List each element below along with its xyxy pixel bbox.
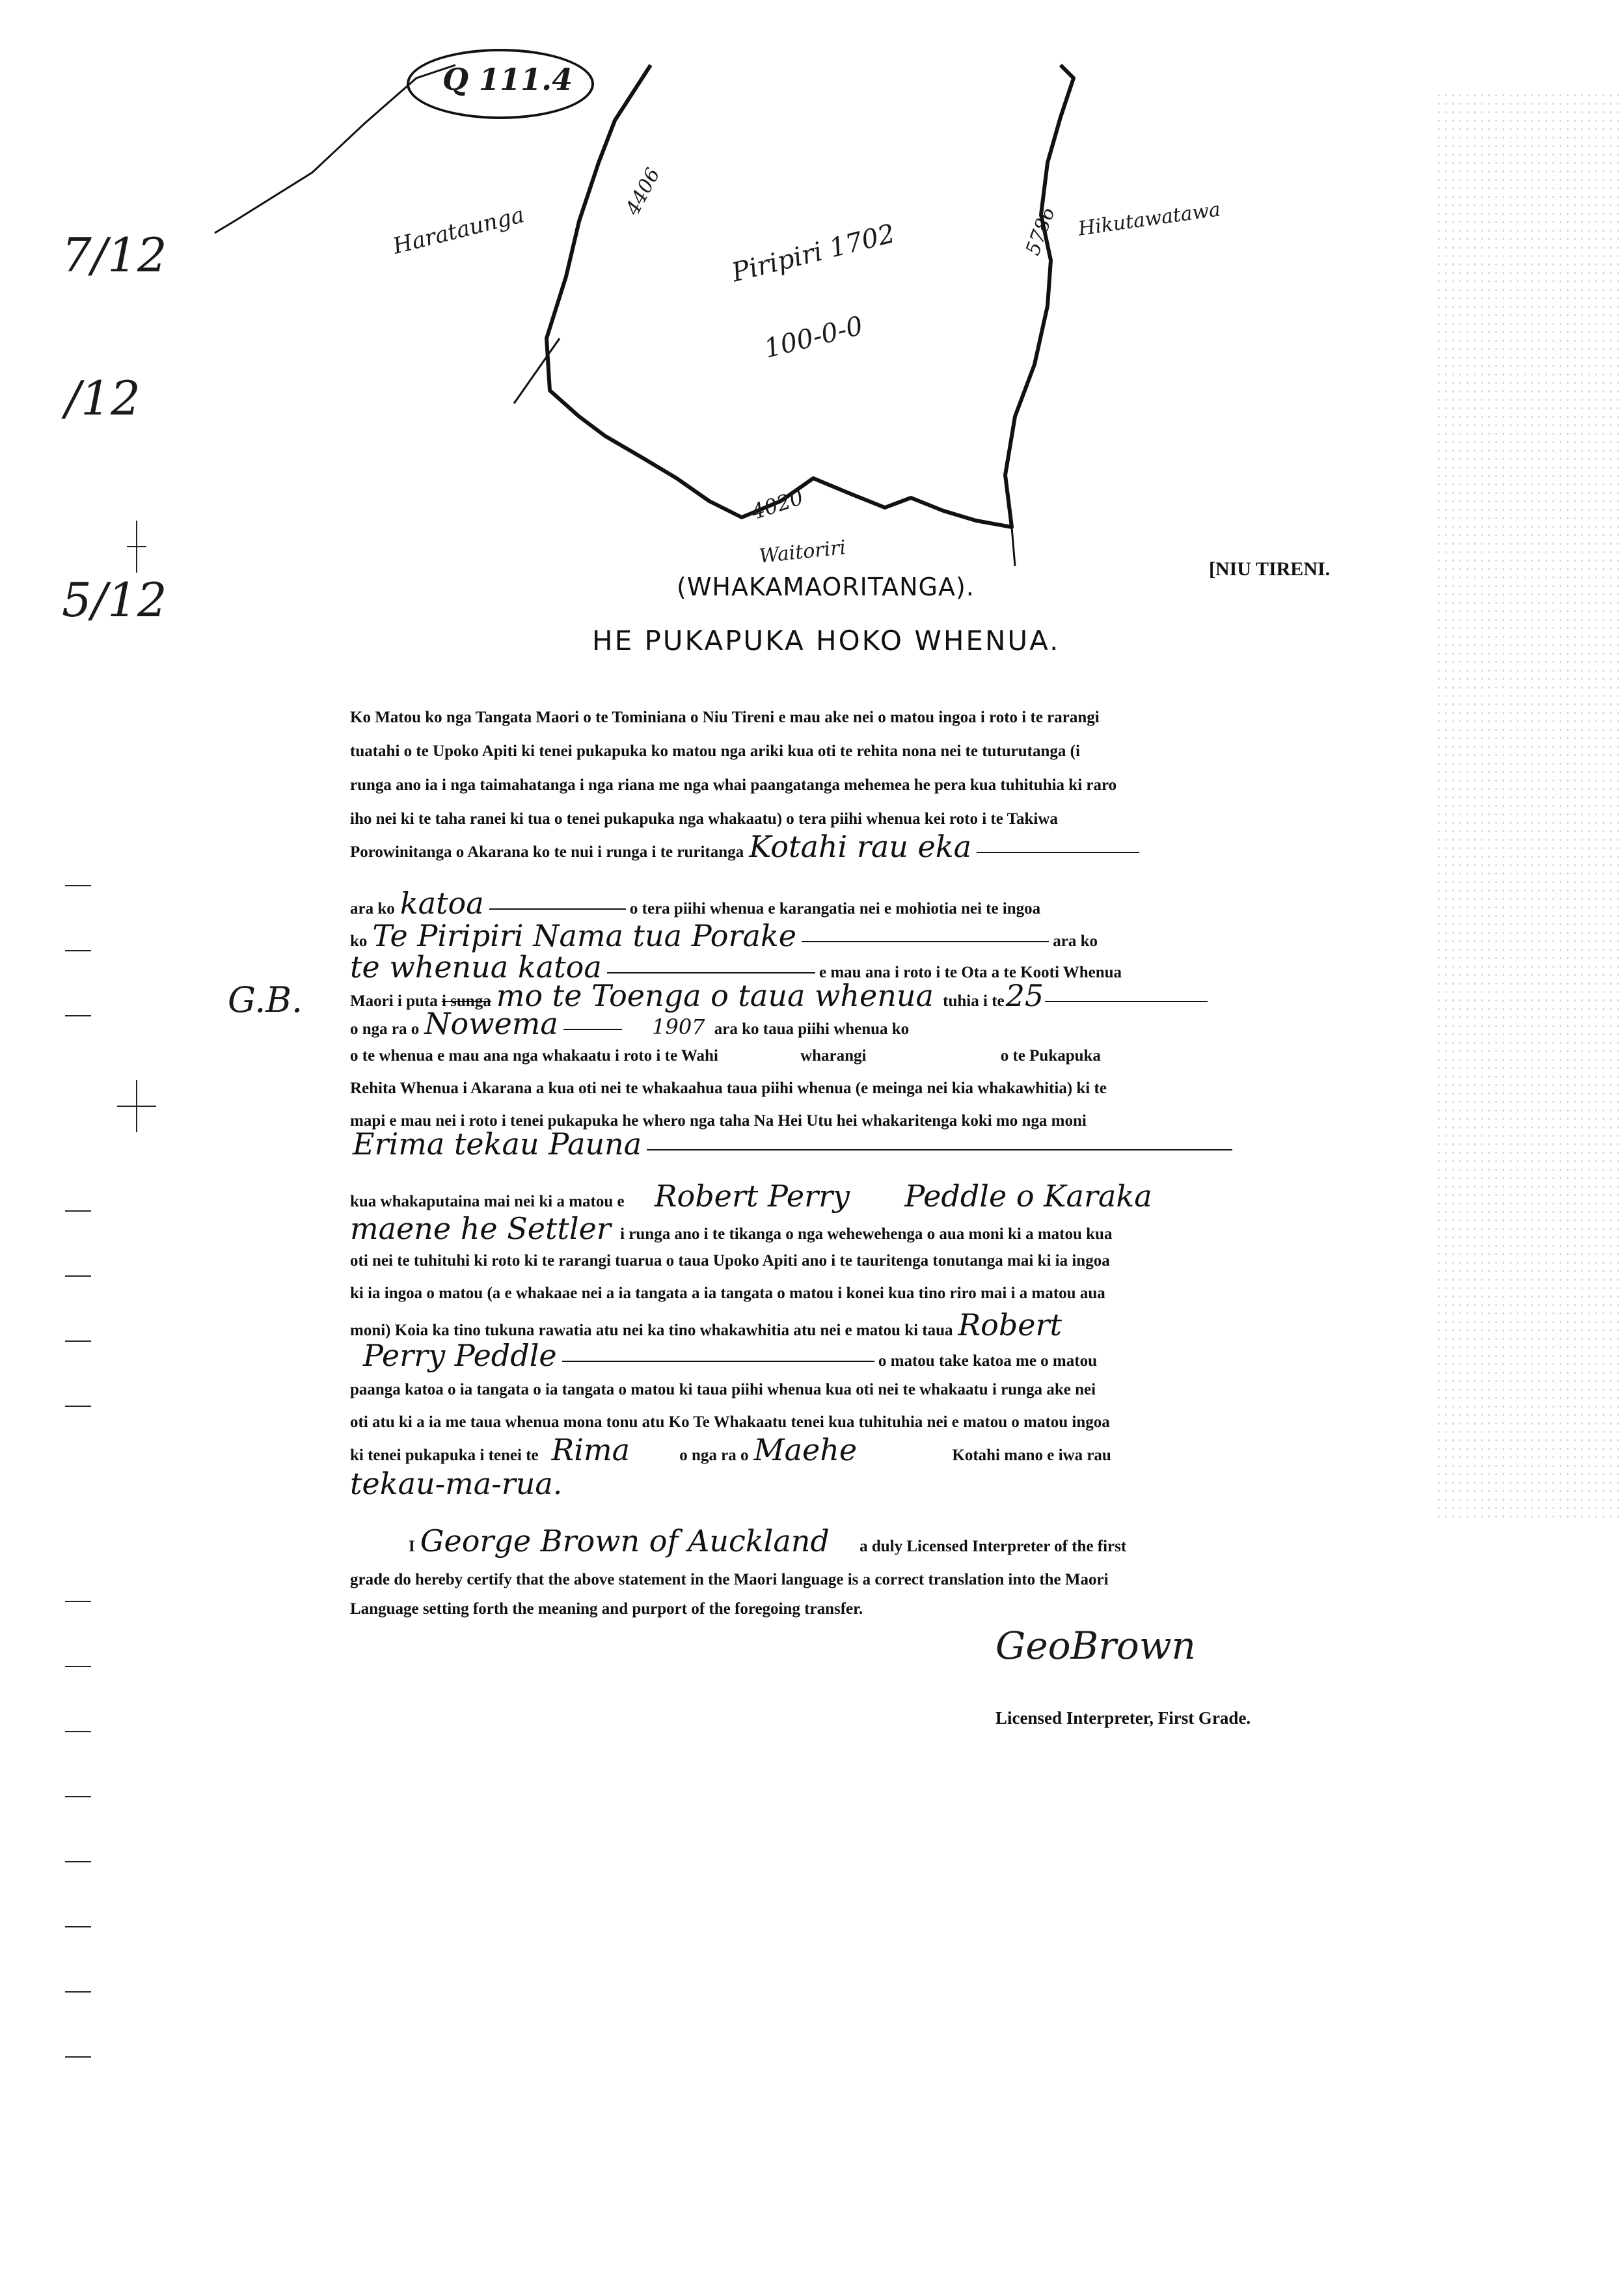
fill-rule: [489, 908, 626, 910]
body-line: Ko Matou ko nga Tangata Maori o te Tominiana o Niu Tireni e mau ake nei o matou ingoa i roto i te rarangi: [350, 709, 1100, 726]
body-text: tuhia i te: [943, 992, 1005, 1010]
fill-rule: [607, 972, 815, 973]
margin-tick: [65, 1601, 91, 1602]
margin-tick: [65, 1666, 91, 1667]
hand-portion: katoa: [399, 886, 484, 921]
cert-line: [350, 1523, 1352, 1558]
body-text: Porowinitanga o Akarana ko te nui i runga i te ruritanga: [350, 843, 744, 861]
hand-buyer: Robert Perry: [654, 1178, 850, 1214]
neighbor-label-bottom: Waitoriri: [758, 536, 847, 568]
fill-rule: [563, 1029, 622, 1030]
body-line: iho nei ki te taha ranei ki tua o tenei pukapuka nga whakaatu) o tera piihi whenua kei roto i te Takiwa: [350, 810, 1058, 828]
body-line: [350, 1178, 1352, 1214]
cert-line: grade do hereby certify that the above statement in the Maori language is a correct translation into the Maori: [350, 1571, 1109, 1588]
hand-sign-month: Maehe: [753, 1432, 858, 1467]
body-text: o nga ra o: [679, 1447, 749, 1464]
margin-tick: [65, 1991, 91, 1993]
margin-tick: [65, 1275, 91, 1277]
body-line: oti nei te tuhituhi ki roto ki te rarangi tuarua o taua Upoko Apiti ano i te tauritenga tonutanga mai ki ia ingoa: [350, 1252, 1110, 1270]
line-label: 4406: [621, 164, 665, 219]
body-text: kua whakaputaina mai nei ki a matou e: [350, 1193, 625, 1210]
boundary-line-lower: [1012, 527, 1015, 566]
margin-tick: [65, 950, 91, 951]
parcel-name: Piripiri 1702: [729, 218, 898, 288]
body-line: [350, 1466, 1352, 1501]
stamp-text: Q 111.4: [442, 62, 573, 97]
margin-note: /12: [65, 371, 141, 426]
fill-rule: [802, 941, 1049, 942]
body-text: Kotahi mano e iwa rau: [952, 1447, 1111, 1464]
corner-label: [NIU TIRENI.: [1209, 558, 1331, 580]
hand-month: Nowema: [424, 1006, 558, 1041]
hand-interpreter: George Brown of Auckland: [420, 1523, 830, 1558]
body-line: paanga katoa o ia tangata o ia tangata o matou ki taua piihi whenua kua oti nei te whakaatu i runga ake nei: [350, 1381, 1096, 1398]
cert-line: Language setting forth the meaning and purport of the foregoing transfer.: [350, 1600, 863, 1618]
interpreter-role: Licensed Interpreter, First Grade.: [995, 1708, 1251, 1728]
fill-rule: [1045, 1001, 1208, 1002]
hand-whole-land: te whenua katoa: [350, 949, 602, 985]
margin-note: 5/12: [62, 573, 167, 627]
body-text: Maori i puta: [350, 992, 438, 1010]
body-line: [350, 1211, 1352, 1246]
line-label: 5786: [1022, 204, 1061, 258]
body-line: [350, 1432, 1352, 1467]
document-subtitle: (WHAKAMAORITANGA).: [677, 573, 975, 601]
body-line: ki ia ingoa o matou (a e whakaae nei a ia tangata a ia tangata o matou i konei kua tino riro mai i a matou aua: [350, 1285, 1105, 1302]
cert-text: a duly Licensed Interpreter of the first: [859, 1538, 1127, 1555]
body-line: runga ano ia i nga taimahatanga i nga riana me nga whai paangatanga mehemea he pera kua tuhituhia ki raro: [350, 776, 1117, 794]
body-text: o tera piihi whenua e karangatia nei e mohiotia nei te ingoa: [629, 900, 1041, 918]
body-text: o te Pukapuka: [1000, 1047, 1101, 1065]
body-text: e mau ana i roto i te Ota a te Kooti Whenua: [819, 964, 1122, 981]
body-line: mapi e mau nei i roto i tenei pukapuka he whero nga taha Na Hei Utu hei whakaritenga koki mo nga moni: [350, 1112, 1087, 1130]
body-text: ara ko: [1053, 932, 1098, 950]
body-text: i runga ano i te tikanga o nga wehewehenga o aua moni ki a matou kua: [620, 1225, 1113, 1243]
hand-order-type: mo te Toenga o taua whenua: [496, 978, 934, 1013]
margin-tick: [65, 1926, 91, 1927]
margin-tick: [65, 1015, 91, 1016]
hand-sign-day: Rima: [551, 1432, 630, 1467]
boundary-line-left: [215, 65, 455, 233]
hand-area-words: Kotahi rau eka: [749, 829, 972, 864]
body-line: [350, 886, 1352, 921]
margin-tick: [65, 885, 91, 886]
body-line: Rehita Whenua i Akarana a kua oti nei te whakaahua taua piihi whenua (e meinga nei kia whakawhitia) ki te: [350, 1080, 1107, 1097]
neighbor-label-left: Harataunga: [390, 202, 527, 260]
body-line: [350, 1338, 1352, 1373]
hand-buyer: maene he Settler: [350, 1211, 611, 1246]
signature: GeoBrown: [995, 1624, 1196, 1668]
margin-tick: [65, 2056, 91, 2058]
body-text: ko: [350, 932, 368, 950]
body-text: wharangi: [800, 1047, 867, 1065]
neighbor-label-right: Hikutawatawa: [1077, 198, 1223, 241]
margin-tick: [65, 1731, 91, 1732]
body-line: tuatahi o te Upoko Apiti ki tenei pukapuka ko matou nga ariki kua oti te rehita nona nei te tuturutanga (i: [350, 742, 1080, 760]
struck-text: i sunga: [441, 992, 491, 1010]
hand-day: 25: [1005, 978, 1044, 1013]
body-text: ki tenei pukapuka i tenei te: [350, 1447, 539, 1464]
margin-tick: [65, 1340, 91, 1342]
body-line: [350, 1006, 1352, 1041]
body-line: [345, 1126, 1347, 1162]
cert-text: I: [409, 1538, 415, 1555]
hand-block-name: Te Piripiri Nama tua Porake: [372, 918, 796, 953]
hand-buyer: Peddle o Karaka: [904, 1178, 1152, 1214]
body-text: ara ko: [350, 900, 395, 918]
body-text: o te whenua e mau ana nga whakaatu i roto i te Wahi: [350, 1047, 718, 1065]
margin-tick: [65, 1796, 91, 1797]
document-title: HE PUKAPUKA HOKO WHENUA.: [592, 625, 1061, 657]
margin-note: 7/12: [62, 228, 167, 282]
margin-tick: [65, 1406, 91, 1407]
fill-rule: [977, 852, 1139, 853]
body-text: ara ko taua piihi whenua ko: [714, 1020, 910, 1038]
crosshair-mark: [117, 1080, 156, 1132]
body-text: o nga ra o: [350, 1020, 420, 1038]
margin-tick: [65, 1861, 91, 1862]
line-label: 4020: [748, 484, 807, 525]
crosshair-mark: [124, 521, 150, 573]
survey-plan: [0, 0, 1624, 599]
fill-rule: [647, 1149, 1232, 1150]
parcel-area: 100-0-0: [761, 310, 866, 364]
margin-tick: [65, 1210, 91, 1212]
body-line: [350, 1044, 1352, 1068]
hand-buyer: Perry Peddle: [363, 1338, 557, 1373]
parcel-boundary: [547, 65, 1074, 527]
fill-rule: [562, 1361, 874, 1362]
body-text: o matou take katoa me o matou: [878, 1352, 1097, 1370]
hand-year: 1907: [652, 1014, 705, 1039]
hand-year-tail: tekau-ma-rua.: [350, 1466, 563, 1501]
hand-price: Erima tekau Pauna: [353, 1126, 642, 1162]
body-text: moni) Koia ka tino tukuna rawatia atu nei ka tino whakawhitia atu nei e matou ki taua: [350, 1322, 953, 1339]
body-line: oti atu ki a ia me taua whenua mona tonu atu Ko Te Whakaatu tenei kua tuhituhia nei e matou o matou ingoa: [350, 1413, 1110, 1431]
hand-buyer: Robert: [958, 1307, 1062, 1342]
initials-note: G.B.: [228, 979, 303, 1020]
body-line: [350, 829, 1352, 864]
